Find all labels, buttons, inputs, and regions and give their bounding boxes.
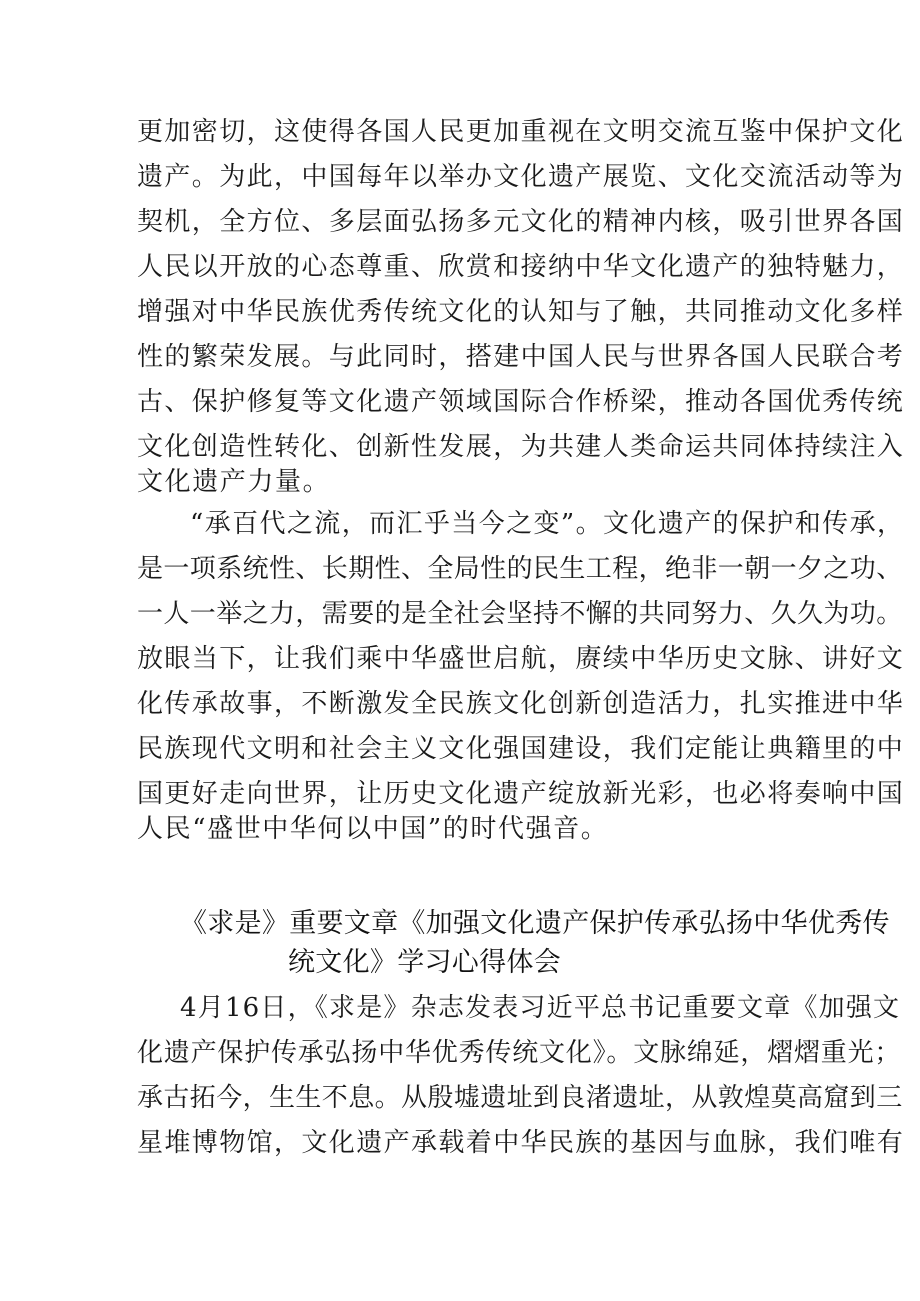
body-line: 放眼当下，让我们乘中华盛世启航，赓续中华历史文脉、讲好文: [137, 644, 905, 674]
body-line: 增强对中华民族优秀传统文化的认知与了触，共同推动文化多样: [137, 297, 905, 327]
body-line: 人民以开放的心态尊重、欣赏和接纳中华文化遗产的独特魅力，: [137, 252, 905, 282]
article-title: 《求是》重要文章《加强文化遗产保护传承弘扬中华优秀传: [180, 908, 890, 939]
body-line: 国更好走向世界，让历史文化遗产绽放新光彩，也必将奏响中国: [137, 779, 905, 809]
body-line: 更加密切，这使得各国人民更加重视在文明交流互鉴中保护文化: [137, 117, 905, 147]
body-line: 民族现代文明和社会主义文化强国建设，我们定能让典籍里的中: [137, 734, 905, 764]
body-line: 遗产。为此，中国每年以举办文化遗产展览、文化交流活动等为: [137, 162, 905, 192]
body-line: 是一项系统性、长期性、全局性的民生工程，绝非一朝一夕之功、: [137, 554, 903, 584]
body-line: 化传承故事，不断激发全民族文化创新创造活力，扎实推进中华: [137, 689, 905, 719]
body-line: 契机，全方位、多层面弘扬多元文化的精神内核，吸引世界各国: [137, 207, 905, 237]
body-line: 星堆博物馆，文化遗产承载着中华民族的基因与血脉，我们唯有: [137, 1128, 905, 1158]
paragraph-start-line: 4月16日，《求是》杂志发表习近平总书记重要文章《加强文: [180, 993, 901, 1023]
body-line: 性的繁荣发展。与此同时，搭建中国人民与世界各国人民联合考: [137, 342, 905, 372]
body-line: 承古拓今，生生不息。从殷墟遗址到良渚遗址，从敦煌莫高窟到三: [137, 1083, 903, 1113]
paragraph-start-line: “承百代之流，而汇乎当今之变”。文化遗产的保护和传承，: [190, 509, 905, 539]
article-title-continued: 统文化》学习心得体会: [288, 947, 561, 978]
body-line: 一人一举之力，需要的是全社会坚持不懈的共同努力、久久为功。: [137, 599, 903, 629]
body-line: 文化创造性转化、创新性发展，为共建人类命运共同体持续注入: [137, 432, 905, 462]
body-line: 人民“盛世中华何以中国”的时代强音。: [137, 814, 609, 844]
body-line: 文化遗产力量。: [137, 467, 331, 497]
body-line: 化遗产保护传承弘扬中华优秀传统文化》。文脉绵延，熠熠重光；: [137, 1038, 902, 1068]
body-line: 古、保护修复等文化遗产领域国际合作桥梁，推动各国优秀传统: [137, 387, 905, 417]
